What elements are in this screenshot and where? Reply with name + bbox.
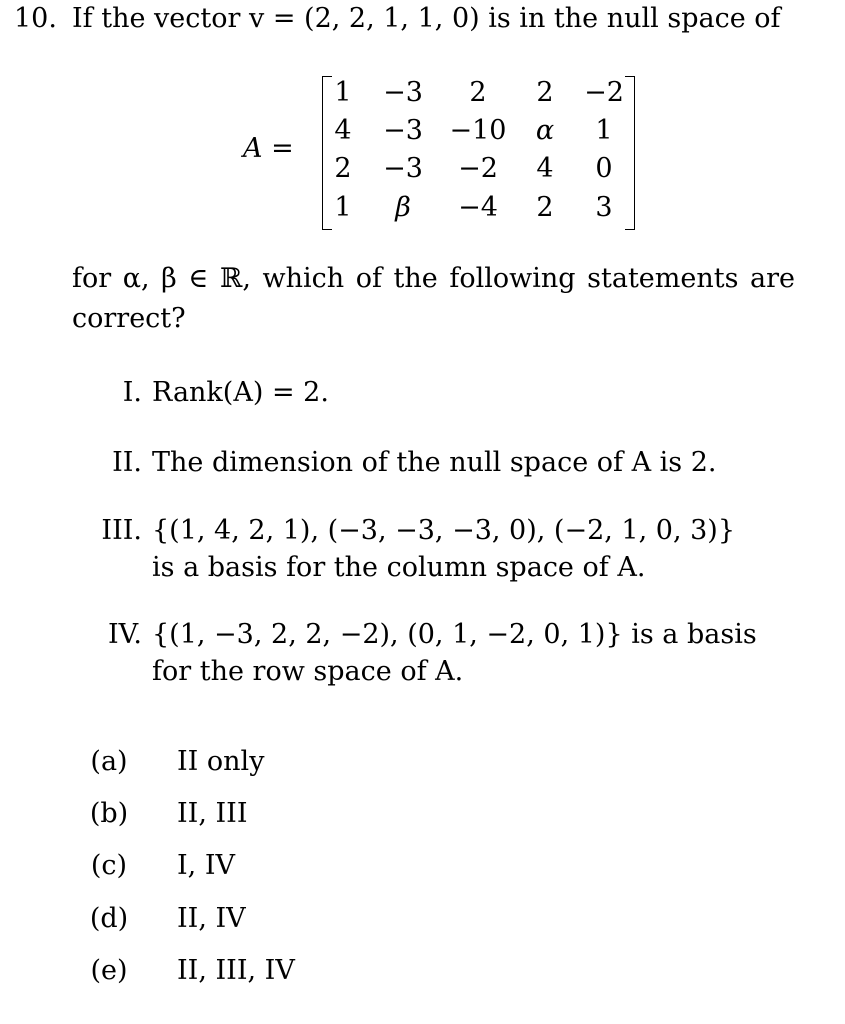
matrix-cell-r3-c5: 0 xyxy=(595,153,613,184)
statement-roman: IV. xyxy=(107,619,142,650)
statement-text: The dimension of the null space of A is 2. xyxy=(152,447,717,478)
matrix-cell-r1-c4: 2 xyxy=(536,77,554,108)
statement-text: is a basis for the column space of A. xyxy=(152,552,646,583)
statement-text: {(1, −3, 2, 2, −2), (0, 1, −2, 0, 1)} is a basis xyxy=(152,619,757,650)
matrix-cell-r4-c3: −4 xyxy=(458,192,498,223)
option-letter: (b) xyxy=(89,798,129,829)
statement-text: {(1, 4, 2, 1), (−3, −3, −3, 0), (−2, 1, 0, 3)} xyxy=(152,515,736,546)
option-letter: (a) xyxy=(90,746,128,777)
question-stem-line2: for α, β ∈ ℝ, which of the following statements are xyxy=(72,263,796,294)
matrix-cell-r2-c3: −10 xyxy=(449,115,507,146)
matrix-cell-r1-c3: 2 xyxy=(469,77,487,108)
matrix-cell-r1-c2: −3 xyxy=(383,77,423,108)
matrix-cell-r2-c2: −3 xyxy=(383,115,423,146)
option-text: II, III xyxy=(177,798,248,829)
matrix-cell-r4-c2: β xyxy=(395,192,411,223)
option-letter: (d) xyxy=(89,903,129,934)
statement-roman: I. xyxy=(122,377,142,408)
matrix-cell-r4-c4: 2 xyxy=(536,192,554,223)
statement-text: Rank(A) = 2. xyxy=(152,377,329,408)
matrix-cell-r2-c4: α xyxy=(535,115,555,146)
question-number: 10. xyxy=(14,3,57,34)
question-stem-line1: If the vector v = (2, 2, 1, 1, 0) is in the null space of xyxy=(72,3,781,34)
option-text: II only xyxy=(177,746,265,777)
matrix-cell-r1-c1: 1 xyxy=(334,77,352,108)
matrix-label: A = xyxy=(243,133,294,164)
option-text: II, III, IV xyxy=(177,955,295,986)
matrix-cell-r4-c5: 3 xyxy=(595,192,613,223)
matrix-cell-r4-c1: 1 xyxy=(334,192,352,223)
option-text: I, IV xyxy=(177,850,235,881)
matrix-cell-r3-c3: −2 xyxy=(458,153,498,184)
matrix-cell-r3-c4: 4 xyxy=(536,153,554,184)
matrix-cell-r2-c5: 1 xyxy=(595,115,613,146)
statement-roman: II. xyxy=(112,447,142,478)
matrix-cell-r3-c2: −3 xyxy=(383,153,423,184)
option-letter: (e) xyxy=(90,955,128,986)
statement-text: for the row space of A. xyxy=(152,656,464,687)
question-stem-line3: correct? xyxy=(72,303,186,334)
option-letter: (c) xyxy=(90,850,128,881)
matrix-cell-r3-c1: 2 xyxy=(334,153,352,184)
option-text: II, IV xyxy=(177,903,246,934)
matrix-cell-r1-c5: −2 xyxy=(584,77,624,108)
statement-roman: III. xyxy=(101,515,142,546)
matrix-cell-r2-c1: 4 xyxy=(334,115,352,146)
